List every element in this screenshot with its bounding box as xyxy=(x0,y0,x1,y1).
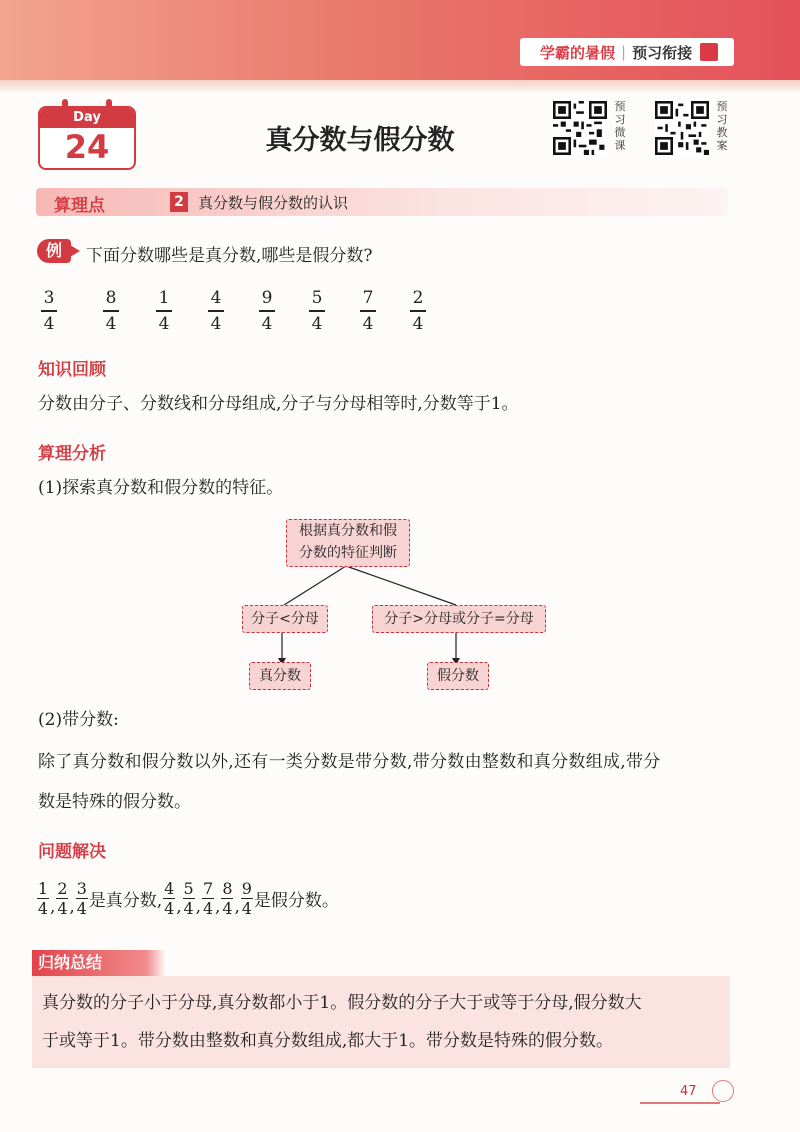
qr-label: 预习教案 xyxy=(716,100,728,152)
diagram-left-result: 真分数 xyxy=(249,662,311,690)
page-number: 47 xyxy=(680,1084,697,1099)
denominator: 4 xyxy=(222,899,233,919)
section-label: 预习衔接 xyxy=(632,43,693,62)
summary-text xyxy=(42,984,728,1060)
analysis-step1: (1)探索真分数和假分数的特征。 xyxy=(38,478,284,498)
analysis-step2-line2: 数是特殊的假分数。 xyxy=(38,792,191,812)
comma: , xyxy=(69,897,75,918)
numerator: 5 xyxy=(311,288,323,308)
fraction xyxy=(76,880,88,917)
numerator: 8 xyxy=(105,288,117,308)
qr-label: 预习微课 xyxy=(614,100,626,152)
denominator: 4 xyxy=(158,313,170,334)
numerator: 5 xyxy=(183,879,194,898)
example-badge: 例 xyxy=(37,239,71,263)
diagram-root-line2: 分数的特征判断 xyxy=(299,545,397,561)
fraction xyxy=(241,880,253,917)
numerator: 8 xyxy=(222,879,233,898)
fraction xyxy=(163,880,175,917)
fraction xyxy=(183,880,195,917)
summary-line1: 真分数的分子小于分母,真分数都小于1。假分数的分子大于或等于分母,假分数大 xyxy=(42,993,642,1013)
example-question: 下面分数哪些是真分数,哪些是假分数? xyxy=(86,246,373,266)
page-rule xyxy=(640,1102,720,1104)
denominator: 4 xyxy=(37,899,49,919)
denominator: 4 xyxy=(76,899,87,919)
numerator: 1 xyxy=(37,879,49,898)
comma: , xyxy=(215,897,221,918)
denominator: 4 xyxy=(210,313,222,334)
proper-fractions xyxy=(36,880,89,917)
diagram-root-line1: 根据真分数和假 xyxy=(299,523,397,539)
denominator: 4 xyxy=(241,899,252,919)
separator: | xyxy=(621,43,627,61)
diagram-right-condition: 分子>分母或分子=分母 xyxy=(372,605,546,633)
topic-text: 真分数与假分数的认识 xyxy=(198,194,349,212)
numerator: 4 xyxy=(210,288,222,308)
numerator: 3 xyxy=(43,288,55,308)
solution-line xyxy=(36,880,339,917)
denominator: 4 xyxy=(183,899,194,919)
numerator: 4 xyxy=(164,879,175,898)
summary-line2: 于或等于1。带分数由整数和真分数组成,都大于1。带分数是特殊的假分数。 xyxy=(42,1031,614,1051)
numerator: 2 xyxy=(412,288,424,308)
denominator: 4 xyxy=(362,313,374,334)
numerator: 1 xyxy=(158,288,170,308)
denominator: 4 xyxy=(261,313,273,334)
improper-text: 是假分数。 xyxy=(253,891,339,912)
denominator: 4 xyxy=(412,313,424,334)
topic-label: 算理点 xyxy=(54,196,105,216)
fraction xyxy=(202,880,214,917)
comma: , xyxy=(50,897,56,918)
comma: , xyxy=(195,897,202,918)
diagram-right-result: 假分数 xyxy=(427,662,489,690)
denominator: 4 xyxy=(105,313,117,334)
denominator: 4 xyxy=(202,899,214,919)
review-heading: 知识回顾 xyxy=(38,360,106,380)
diagram-left-condition: 分子<分母 xyxy=(242,605,328,633)
comma: , xyxy=(176,897,182,918)
denominator: 4 xyxy=(311,313,323,334)
fraction xyxy=(56,880,68,917)
page-title: 真分数与假分数 xyxy=(265,125,455,156)
denominator: 4 xyxy=(57,899,68,919)
analysis-step2: (2)带分数: xyxy=(38,710,119,730)
proper-text: 是真分数, xyxy=(88,891,163,912)
sun-icon xyxy=(712,1080,734,1102)
numerator: 9 xyxy=(261,288,273,308)
numerator: 9 xyxy=(241,879,252,898)
denominator: 4 xyxy=(43,313,55,334)
solution-heading: 问题解决 xyxy=(38,842,106,862)
diagram-root xyxy=(286,519,410,567)
analysis-step2-line1: 除了真分数和假分数以外,还有一类分数是带分数,带分数由整数和真分数组成,带分 xyxy=(38,752,661,772)
fraction xyxy=(221,880,233,917)
numerator: 7 xyxy=(202,879,214,898)
day-number: 24 xyxy=(64,128,110,166)
topic-number: 2 xyxy=(170,192,188,212)
numerator: 2 xyxy=(57,879,68,898)
brand-label: 学霸的暑假 xyxy=(540,43,616,62)
numerator: 7 xyxy=(362,288,374,308)
numerator: 3 xyxy=(76,879,87,898)
analysis-heading: 算理分析 xyxy=(38,444,106,464)
denominator: 4 xyxy=(164,899,175,919)
summary-heading: 归纳总结 xyxy=(32,950,166,976)
day-label: Day xyxy=(40,108,134,128)
review-text: 分数由分子、分数线和分母组成,分子与分母相等时,分数等于1。 xyxy=(38,394,519,414)
comma: , xyxy=(234,897,240,918)
fraction xyxy=(37,880,49,917)
improper-fractions xyxy=(162,880,254,917)
